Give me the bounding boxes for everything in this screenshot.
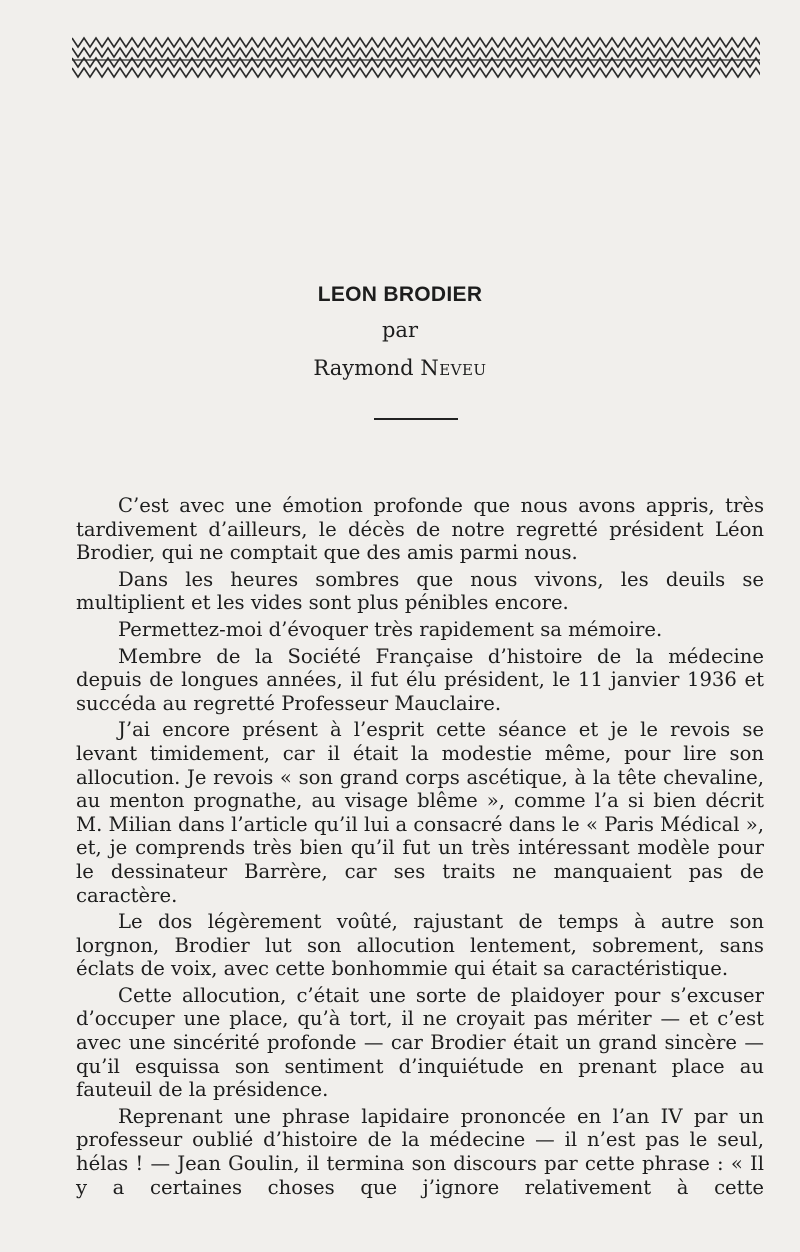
paragraph: Membre de la Société Française d’histoire de la médecine depuis de longues années, il fut élu président, le 11 janvier 1936 et succéda au regretté Professeur Mauclaire. <box>76 644 764 715</box>
paragraph: J’ai encore présent à l’esprit cette séance et je le revois se levant timidement, car il était la modestie même, pour lire son allocution. Je revois « son grand corps ascétique, à la tête chevaline, au menton prognathe, au visage blême », comme l’a si bien décrit M. Milian dans l’article qu’il lui a consacré dans le « Paris Médical », et, je comprends très bien qu’il fut un très intéressant modèle pour le dessinateur Barrère, car ses traits ne manquaient pas de caractère. <box>76 718 764 907</box>
article-body <box>76 494 764 1202</box>
paragraph: Reprenant une phrase lapidaire prononcée en l’an IV par un professeur oublié d’histoire de la médecine — il n’est pas le seul, hélas ! — Jean Goulin, il termina son discours par cette phrase : « Il y a certaines choses que j’ignore relativement à cette <box>76 1104 764 1199</box>
decorative-header-border <box>72 34 760 80</box>
title-divider <box>374 418 458 420</box>
byline-par: par <box>381 318 418 342</box>
paragraph: C’est avec une émotion profonde que nous avons appris, très tardivement d’ailleurs, le décès de notre regretté président Léon Brodier, qui ne comptait que des amis parmi nous. <box>76 494 764 565</box>
paragraph: Le dos légèrement voûté, rajustant de temps à autre son lorgnon, Brodier lut son allocution lentement, sobrement, sans éclats de voix, avec cette bonhommie qui était sa caractéristique. <box>76 910 764 981</box>
author-name <box>0 356 800 380</box>
paragraph: Permettez-moi d’évoquer très rapidement sa mémoire. <box>118 617 663 641</box>
author-first-name: Raymond <box>313 356 414 380</box>
paragraph: Dans les heures sombres que nous vivons, les deuils se multiplient et les vides sont plus pénibles encore. <box>76 567 764 615</box>
paragraph: Cette allocution, c’était une sorte de plaidoyer pour s’excuser d’occuper une place, qu’à tort, il ne croyait pas mériter — et c’est avec une sincérité profonde — car Brodier était un grand sincère — qu’il esquissa son sentiment d’inquiétude en prenant place au fauteuil de la présidence. <box>76 983 764 1102</box>
author-last-name: Neveu <box>420 356 487 380</box>
article-title: LEON BRODIER <box>317 283 483 306</box>
